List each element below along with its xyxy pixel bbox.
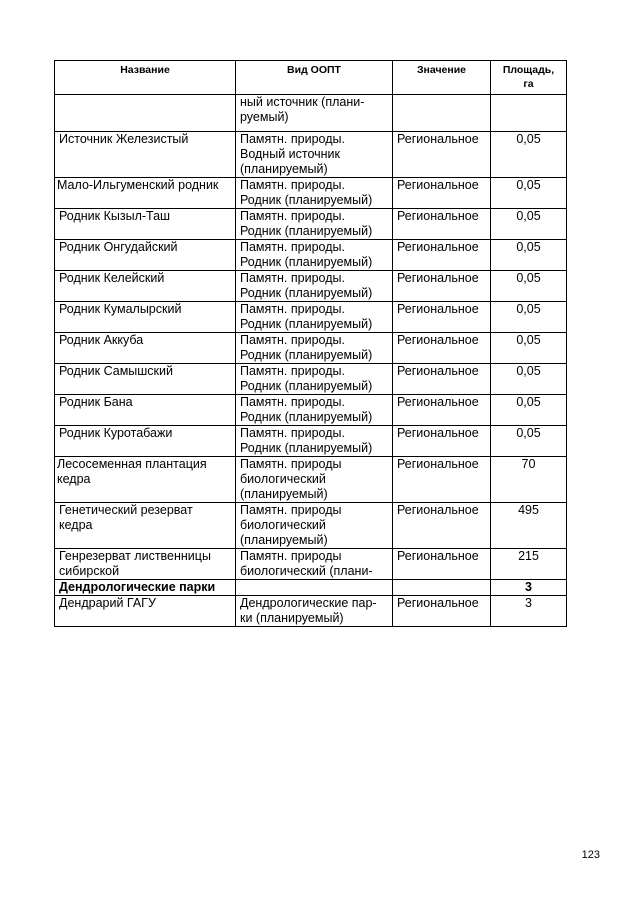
cell-name: Родник Самышский [55, 364, 236, 395]
cell-kind: Памятн. природы. Водный источник (планируемый) [236, 132, 393, 178]
cell-name [55, 95, 236, 132]
cell-kind: Дендрологические пар- ки (планируемый) [236, 596, 393, 627]
cell-area: 0,05 [491, 132, 567, 178]
table-row [55, 596, 567, 627]
cell-significance: Региональное [393, 178, 491, 209]
cell-kind [236, 580, 393, 596]
cell-significance: Региональное [393, 240, 491, 271]
cell-significance: Региональное [393, 364, 491, 395]
cell-kind: Памятн. природы. Родник (планируемый) [236, 426, 393, 457]
cell-kind: Памятн. природы. Родник (планируемый) [236, 209, 393, 240]
cell-significance: Региональное [393, 209, 491, 240]
header-kind: Вид ООПТ [236, 61, 393, 95]
cell-name: Мало-Ильгуменский родник [55, 178, 236, 209]
cell-kind: Памятн. природы. Родник (планируемый) [236, 178, 393, 209]
cell-area: 70 [491, 457, 567, 503]
cell-name: Родник Онгудайский [55, 240, 236, 271]
cell-significance: Региональное [393, 426, 491, 457]
cell-significance: Региональное [393, 549, 491, 580]
cell-significance: Региональное [393, 596, 491, 627]
table-row [55, 457, 567, 503]
cell-kind: Памятн. природы. Родник (планируемый) [236, 395, 393, 426]
cell-name: Генрезерват лиственницы сибирской [55, 549, 236, 580]
cell-kind: Памятн. природы биологический (планируемый) [236, 503, 393, 549]
cell-kind: ный источник (плани- руемый) [236, 95, 393, 132]
cell-name: Родник Кумалырский [55, 302, 236, 333]
table-row [55, 271, 567, 302]
section-row [55, 580, 567, 596]
cell-name: Дендрарий ГАГУ [55, 596, 236, 627]
cell-kind: Памятн. природы. Родник (планируемый) [236, 364, 393, 395]
cell-significance: Региональное [393, 271, 491, 302]
header-area: Площадь, га [491, 61, 567, 95]
cell-kind: Памятн. природы. Родник (планируемый) [236, 302, 393, 333]
cell-area: 0,05 [491, 240, 567, 271]
cell-area: 0,05 [491, 302, 567, 333]
table-row [55, 302, 567, 333]
cell-name: Родник Кызыл-Таш [55, 209, 236, 240]
cell-name: Родник Келейский [55, 271, 236, 302]
table-row [55, 178, 567, 209]
table-row [55, 364, 567, 395]
header-name: Название [55, 61, 236, 95]
cell-significance: Региональное [393, 503, 491, 549]
cell-area: 3 [491, 580, 567, 596]
cell-name: Лесосеменная плантация кедра [55, 457, 236, 503]
table-row [55, 240, 567, 271]
cell-significance: Региональное [393, 302, 491, 333]
page-number: 123 [581, 849, 600, 861]
cell-name: Родник Аккуба [55, 333, 236, 364]
cell-area [491, 95, 567, 132]
cell-area: 0,05 [491, 395, 567, 426]
cell-area: 0,05 [491, 333, 567, 364]
cell-area: 0,05 [491, 209, 567, 240]
cell-area: 215 [491, 549, 567, 580]
table-header-row [55, 61, 567, 95]
cell-significance: Региональное [393, 457, 491, 503]
cell-kind: Памятн. природы. Родник (планируемый) [236, 271, 393, 302]
table-row [55, 209, 567, 240]
cell-kind: Памятн. природы. Родник (планируемый) [236, 240, 393, 271]
cell-kind: Памятн. природы биологический (планируемый) [236, 457, 393, 503]
cell-name: Источник Железистый [55, 132, 236, 178]
cell-area: 0,05 [491, 426, 567, 457]
cell-area: 495 [491, 503, 567, 549]
cell-name: Родник Куротабажи [55, 426, 236, 457]
table-body [55, 95, 567, 627]
cell-significance: Региональное [393, 395, 491, 426]
protected-areas-table [54, 60, 567, 627]
table-row [55, 549, 567, 580]
cell-area: 3 [491, 596, 567, 627]
cell-significance [393, 95, 491, 132]
table-row [55, 132, 567, 178]
cell-name: Генетический резерват кедра [55, 503, 236, 549]
cell-kind: Памятн. природы биологический (плани- [236, 549, 393, 580]
cell-significance: Региональное [393, 132, 491, 178]
cell-name: Родник Бана [55, 395, 236, 426]
cell-area: 0,05 [491, 271, 567, 302]
cell-area: 0,05 [491, 364, 567, 395]
table-row [55, 395, 567, 426]
table-row [55, 95, 567, 132]
header-significance: Значение [393, 61, 491, 95]
cell-area: 0,05 [491, 178, 567, 209]
table-row [55, 503, 567, 549]
table-row [55, 333, 567, 364]
table-row [55, 426, 567, 457]
cell-significance [393, 580, 491, 596]
cell-significance: Региональное [393, 333, 491, 364]
cell-name: Дендрологические парки [55, 580, 236, 596]
cell-kind: Памятн. природы. Родник (планируемый) [236, 333, 393, 364]
